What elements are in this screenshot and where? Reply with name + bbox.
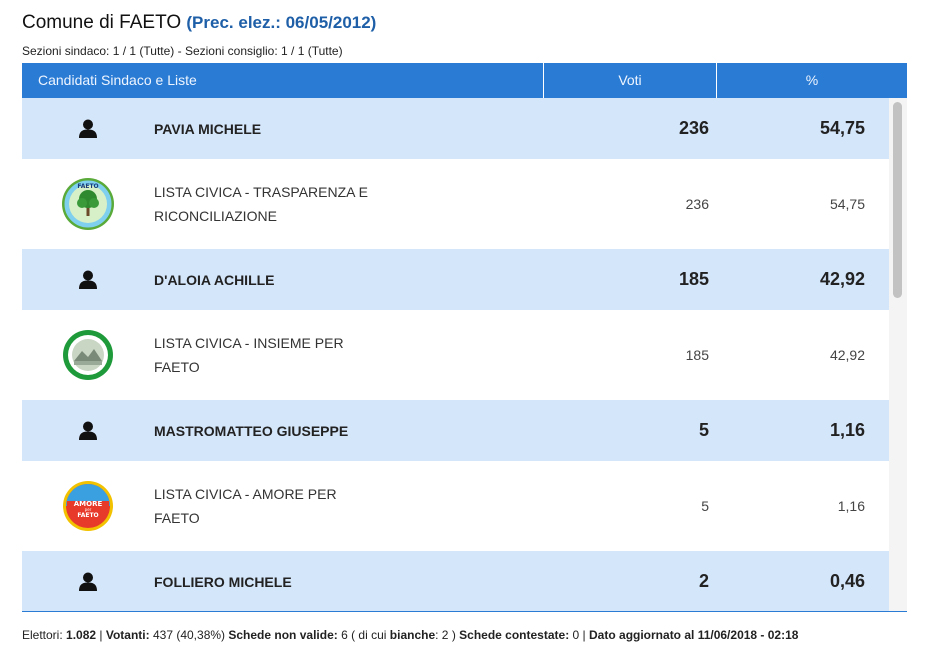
votanti-value: 437 (40,38%): [152, 628, 226, 642]
list-name-line2: FAETO: [154, 510, 200, 526]
candidate-name: FOLLIERO MICHELE: [154, 573, 292, 590]
contestate-label: Schede contestate:: [459, 628, 570, 642]
list-votes: 236: [685, 196, 709, 212]
results-table: [22, 63, 907, 612]
list-pct: 1,16: [837, 498, 865, 514]
table-row: [22, 98, 907, 159]
candidate-pct: 42,92: [819, 269, 865, 289]
table-row: [22, 310, 907, 400]
list-logo-amore: [62, 480, 114, 532]
list-logo-insieme: [62, 329, 114, 381]
elettori-label: Elettori:: [22, 628, 63, 642]
list-logo-trasparenza: [62, 178, 114, 230]
elettori-value: 1.082: [66, 628, 97, 642]
table-row: [22, 400, 907, 461]
previous-election-link[interactable]: (Prec. elez.: 06/05/2012): [186, 13, 377, 32]
person-icon: [79, 119, 97, 139]
candidate-votes: 185: [678, 269, 709, 289]
scrollbar-thumb[interactable]: [893, 102, 902, 298]
list-name-line1: LISTA CIVICA - TRASPARENZA E: [154, 184, 368, 200]
person-icon: [79, 572, 97, 592]
list-name-line2: RICONCILIAZIONE: [154, 208, 277, 224]
list-pct: 54,75: [829, 196, 865, 212]
list-name: [154, 482, 544, 530]
person-icon: [79, 270, 97, 290]
candidate-name: D'ALOIA ACHILLE: [154, 271, 275, 288]
table-body[interactable]: [22, 98, 907, 612]
list-pct: 42,92: [829, 347, 865, 363]
candidate-name: PAVIA MICHELE: [154, 120, 262, 137]
sections-subtitle: Sezioni sindaco: 1 / 1 (Tutte) - Sezioni consiglio: 1 / 1 (Tutte): [22, 44, 343, 58]
scrollbar[interactable]: [889, 98, 907, 611]
list-name-line1: LISTA CIVICA - INSIEME PER: [154, 335, 344, 351]
list-votes: 185: [685, 347, 709, 363]
list-name-line2: FAETO: [154, 359, 200, 375]
list-name: [154, 180, 544, 228]
bianche-label: bianche: [389, 628, 436, 642]
last-updated: Dato aggiornato al 11/06/2018 - 02:18: [589, 628, 799, 642]
table-row: [22, 249, 907, 310]
page-title: [22, 12, 376, 34]
candidate-name: MASTROMATTEO GIUSEPPE: [154, 422, 349, 439]
list-logo-text-2: per: [84, 507, 92, 512]
list-logo-text: FAETO: [77, 183, 99, 190]
candidate-votes: 236: [678, 118, 709, 138]
column-header-pct: %: [805, 72, 819, 88]
candidate-pct: 1,16: [829, 420, 865, 440]
list-logo-text-3: FAETO: [77, 512, 99, 519]
bianche-value: : 2 ): [435, 628, 456, 642]
comune-name: Comune di FAETO: [22, 12, 182, 33]
candidate-votes: 5: [698, 420, 709, 440]
table-row: [22, 159, 907, 249]
non-valide-label: Schede non valide:: [228, 628, 338, 642]
column-header-votes: Voti: [544, 63, 717, 98]
person-icon: [79, 421, 97, 441]
list-logo-text-1: AMORE: [73, 500, 103, 508]
contestate-value: 0 |: [572, 628, 586, 642]
table-row: [22, 461, 907, 551]
list-name: [154, 331, 544, 379]
column-header-candidates: Candidati Sindaco e Liste: [22, 63, 544, 98]
candidate-votes: 2: [698, 571, 709, 591]
table-header: [22, 63, 907, 98]
votanti-label: Votanti:: [105, 628, 150, 642]
list-votes: 5: [701, 498, 709, 514]
table-row: [22, 551, 907, 612]
summary-footer: Elettori: 1.082 | Votanti: 437 (40,38%) Schede non valide: 6 ( di cui bianche: 2 ) Schede contestate: 0 | Dato aggiornato al 11/06/2018 - 02:18: [22, 628, 799, 642]
candidate-pct: 54,75: [819, 118, 865, 138]
list-name-line1: LISTA CIVICA - AMORE PER: [154, 486, 337, 502]
non-valide-value: 6 ( di cui: [341, 628, 387, 642]
candidate-pct: 0,46: [829, 571, 865, 591]
